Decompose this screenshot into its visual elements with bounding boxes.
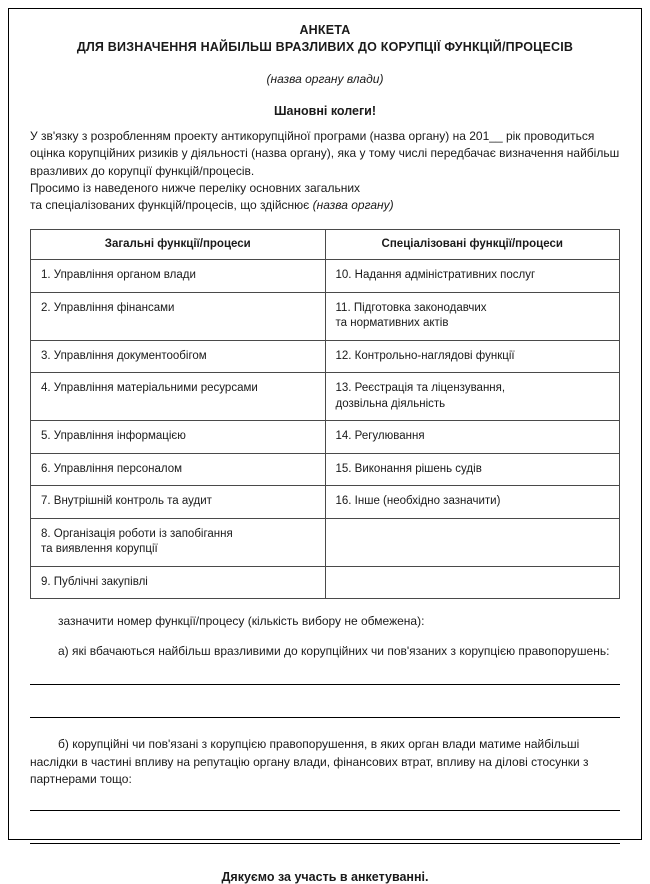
- table-row: [31, 518, 620, 566]
- intro-paragraph-2: [30, 180, 620, 215]
- table-row: [31, 486, 620, 519]
- cell-specialized-2: 11. Підготовка законодавчих та нормативних актів: [325, 292, 620, 340]
- cell-specialized-1: 10. Надання адміністративних послуг: [325, 260, 620, 293]
- cell-specialized-4: 13. Реєстрація та ліцензування, дозвільна діяльність: [325, 373, 620, 421]
- column-header-specialized: Спеціалізовані функції/процеси: [325, 229, 620, 260]
- table-row: [31, 260, 620, 293]
- table-row: [31, 421, 620, 454]
- intro-paragraph-2-italic: (назва органу): [312, 198, 394, 213]
- title-line-2: ДЛЯ ВИЗНАЧЕННЯ НАЙБІЛЬШ ВРАЗЛИВИХ ДО КОРУПЦІЇ ФУНКЦІЙ/ПРОЦЕСІВ: [76, 39, 574, 54]
- cell-general-1: 1. Управління органом влади: [31, 260, 326, 293]
- cell-general-2: 2. Управління фінансами: [31, 292, 326, 340]
- cell-general-8: 8. Організація роботи із запобігання та виявлення корупції: [31, 518, 326, 566]
- questions-instruction: зазначити номер функції/процесу (кількість вибору не обмежена):: [58, 614, 425, 629]
- page-title: [30, 22, 620, 56]
- answer-line-a-2[interactable]: [30, 717, 620, 718]
- cell-specialized-9: [325, 566, 620, 599]
- cell-general-7: 7. Внутрішній контроль та аудит: [31, 486, 326, 519]
- intro-paragraph-1: У зв'язку з розробленням проекту антикорупційної програми (назва органу) на 201__ рік проводиться оцінка корупційних ризиків у діяльності (назва органу), яка у тому числі передбачає визначення найбільш вразливих до корупції функцій/процесів.: [30, 128, 620, 178]
- question-b-block: [30, 736, 620, 844]
- cell-specialized-7: 16. Інше (необхідно зазначити): [325, 486, 620, 519]
- answer-line-a-1[interactable]: [30, 684, 620, 685]
- functions-table: [30, 229, 620, 600]
- column-header-general: Загальні функції/процеси: [31, 229, 326, 260]
- cell-specialized-6: 15. Виконання рішень судів: [325, 453, 620, 486]
- authority-placeholder: (назва органу влади): [266, 71, 384, 86]
- cell-general-3: 3. Управління документообігом: [31, 340, 326, 373]
- cell-specialized-3: 12. Контрольно-наглядові функції: [325, 340, 620, 373]
- table-row: [31, 373, 620, 421]
- thanks-text: Дякуємо за участь в анкетуванні.: [221, 870, 429, 884]
- question-a-text: а) які вбачаються найбільш вразливими до корупційних чи пов'язаних з корупцією правопорушень:: [58, 643, 610, 658]
- cell-general-9: 9. Публічні закупівлі: [31, 566, 326, 599]
- question-a-block: [30, 613, 620, 718]
- table-row: [31, 292, 620, 340]
- table-row: [31, 453, 620, 486]
- questions-block: [30, 613, 620, 844]
- question-b-text: б) корупційні чи пов'язані з корупцією правопорушення, в яких орган влади матиме найбільші наслідки в частині впливу на репутацію органу влади, фінансових втрат, впливу на ділові стосунки з партнерами тощо:: [30, 737, 589, 786]
- table-header: [31, 229, 620, 260]
- table-row: [31, 566, 620, 599]
- cell-general-6: 6. Управління персоналом: [31, 453, 326, 486]
- intro-block: [30, 128, 620, 215]
- greeting-text: Шановні колеги!: [273, 103, 377, 118]
- table-row: [31, 340, 620, 373]
- table-header-row: [31, 229, 620, 260]
- answer-line-b-1[interactable]: [30, 810, 620, 811]
- cell-specialized-5: 14. Регулювання: [325, 421, 620, 454]
- title-line-1: АНКЕТА: [299, 23, 351, 37]
- answer-line-b-2[interactable]: [30, 843, 620, 844]
- intro-paragraph-2-part2: та спеціалізованих функцій/процесів, що здійснює: [30, 198, 313, 213]
- intro-paragraph-2-part1: Просимо із наведеного нижче переліку основних загальних: [30, 180, 361, 195]
- table-body: [31, 260, 620, 599]
- cell-specialized-8: [325, 518, 620, 566]
- cell-general-4: 4. Управління матеріальними ресурсами: [31, 373, 326, 421]
- cell-general-5: 5. Управління інформацією: [31, 421, 326, 454]
